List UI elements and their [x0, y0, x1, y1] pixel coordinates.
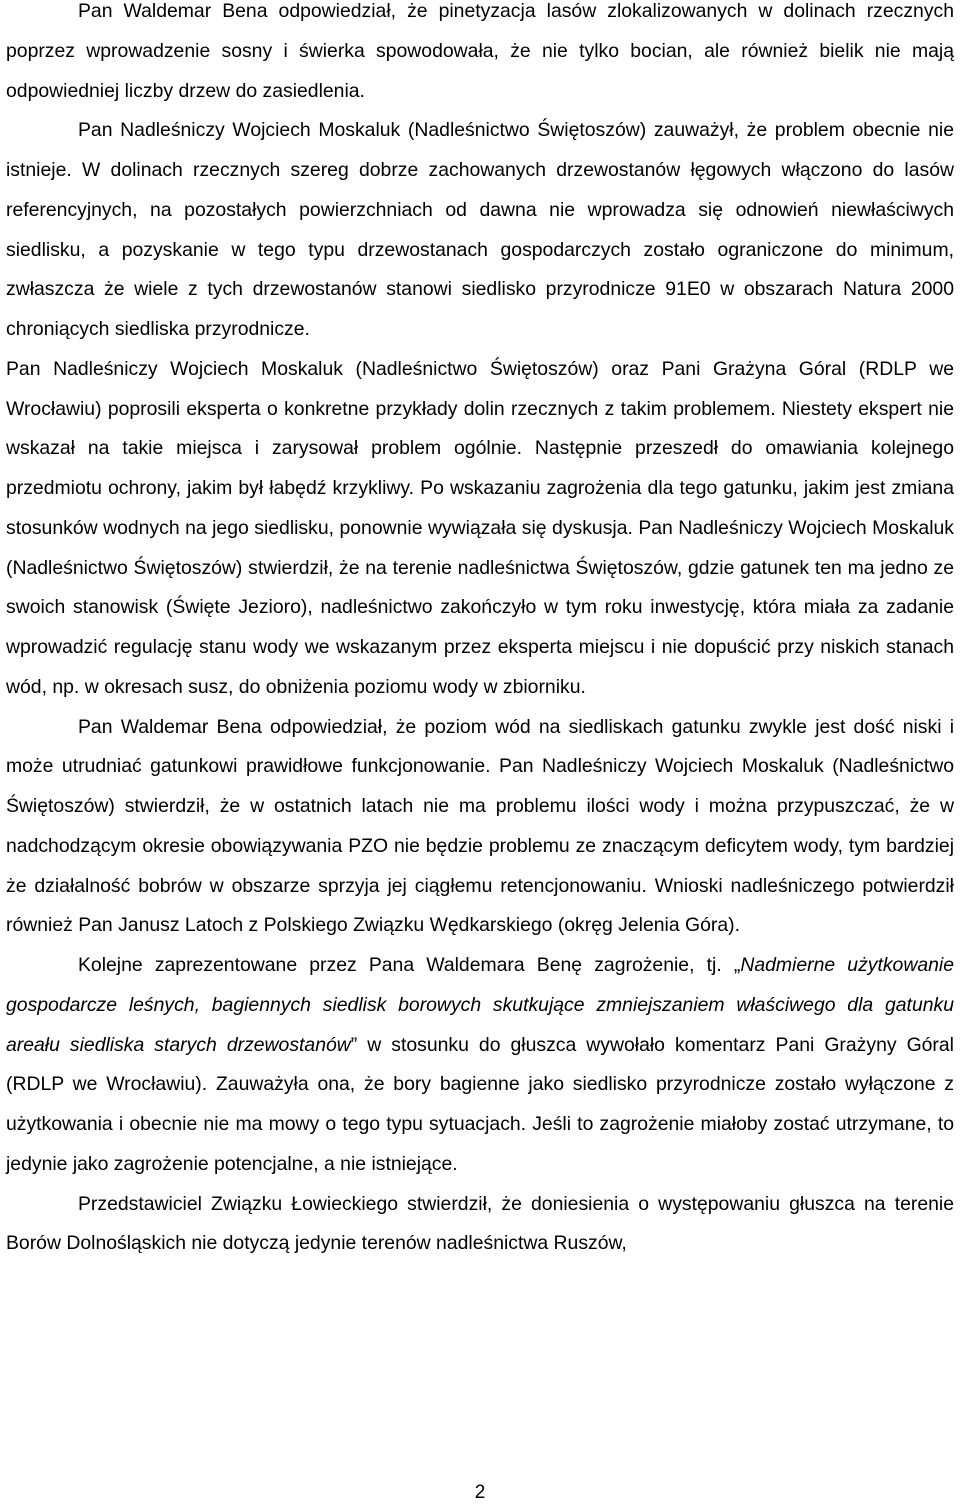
paragraph-4: Pan Waldemar Bena odpowiedział, że poziom wód na siedliskach gatunku zwykle jest dość niski i może utrudniać gatunkowi prawidłowe funkcjonowanie. Pan Nadleśniczy Wojciech Moskaluk (Nadleśnictwo Świętoszów) stwierdził, że w ostatnich latach nie ma problemu ilości wody i można przypuszczać, że w nadchodzącym okresie obowiązywania PZO nie będzie problemu ze znaczącym deficytem wody, tym bardziej że działalność bobrów w obszarze sprzyja jej ciągłemu retencjonowaniu. Wnioski nadleśniczego potwierdził również Pan Janusz Latoch z Polskiego Związku Wędkarskiego (okręg Jelenia Góra).: [6, 715, 954, 937]
paragraph-2: Pan Nadleśniczy Wojciech Moskaluk (Nadleśnictwo Świętoszów) zauważył, że problem obecnie nie istnieje. W dolinach rzecznych szereg dobrze zachowanych drzewostanów łęgowych włączono do lasów referencyjnych, na pozostałych powierzchniach od dawna nie wprowadza się odnowień niewłaściwych siedlisku, a pozyskanie w tego typu drzewostanach gospodarczych zostało ograniczone do minimum, zwłaszcza że wiele z tych drzewostanów stanowi siedlisko przyrodnicze 91E0 w obszarach Natura 2000 chroniących siedliska przyrodnicze.: [6, 119, 954, 340]
paragraph-5-quoted-threat: Nadmierne użytkowanie gospodarcze leśnych, bagiennych siedlisk borowych skutkujące zmniejszaniem właściwego dla gatunku areału siedliska starych drzewostanów: [6, 954, 955, 1056]
paragraph-3: Pan Nadleśniczy Wojciech Moskaluk (Nadleśnictwo Świętoszów) oraz Pani Grażyna Góral (RDLP we Wrocławiu) poprosili eksperta o konkretne przykłady dolin rzecznych z takim problemem. Niestety ekspert nie wskazał na takie miejsca i zarysował problem ogólnie. Następnie przeszedł do omawiania kolejnego przedmiotu ochrony, jakim był łabędź krzykliwy. Po wskazaniu zagrożenia dla tego gatunku, jakim jest zmiana stosunków wodnych na jego siedlisku, ponownie wywiązała się dyskusja. Pan Nadleśniczy Wojciech Moskaluk (Nadleśnictwo Świętoszów) stwierdził, że na terenie nadleśnictwa Świętoszów, gdzie gatunek ten ma jedno ze swoich stanowisk (Święte Jezioro), nadleśnictwo zakończyło w tym roku inwestycję, która miała za zadanie wprowadzić regulację stanu wody we wskazanym przez eksperta miejscu i nie dopuścić przy niskich stanach wód, np. w okresach susz, do obniżenia poziomu wody w zbiorniku.: [6, 357, 954, 698]
paragraph-1: Pan Waldemar Bena odpowiedział, że pinetyzacja lasów zlokalizowanych w dolinach rzecznych poprzez wprowadzenie sosny i świerka spowodowała, że nie tylko bocian, ale również bielik nie mają odpowiedniej liczby drzew do zasiedlenia.: [6, 0, 954, 102]
paragraph-5: [6, 946, 954, 1185]
paragraph-5-intro: Kolejne zaprezentowane przez Pana Waldemara Benę zagrożenie, tj. „: [78, 954, 741, 976]
document-page: [6, 0, 954, 1264]
paragraph-6: Przedstawiciel Związku Łowieckiego stwierdził, że doniesienia o występowaniu głuszca na terenie Borów Dolnośląskich nie dotyczą jedynie terenów nadleśnictwa Ruszów,: [6, 1192, 954, 1255]
paragraph-5-rest: ” w stosunku do głuszca wywołało komentarz Pani Grażyny Góral (RDLP we Wrocławiu). Zauważyła ona, że bory bagienne jako siedlisko przyrodnicze zostało wyłączone z użytkowania i obecnie nie ma mowy o tego typu sytuacjach. Jeśli to zagrożenie miałoby zostać utrzymane, to jedynie jako zagrożenie potencjalne, a nie istniejące.: [6, 1033, 954, 1175]
page-number: 2: [474, 1482, 486, 1503]
